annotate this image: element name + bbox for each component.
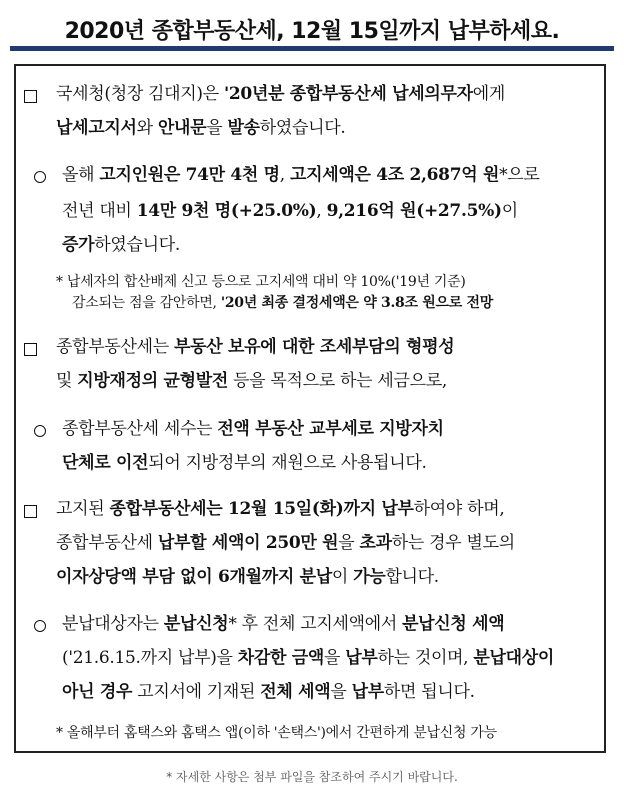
text-span: 을	[323, 648, 346, 668]
section3-sub-line1	[62, 614, 504, 634]
text-span: ,	[279, 165, 290, 185]
section3-note: * 올해부터 홈택스와 홈택스 앱(이하 '손택스')에서 간편하게 분납신청 가능	[56, 725, 497, 741]
section3-sub-line2	[62, 648, 554, 668]
text-span: 감소되는 점을 감안하면,	[72, 295, 221, 311]
text-span-bold: 분납대상이	[473, 648, 555, 668]
text-span: 하면 됩니다.	[383, 682, 475, 702]
section1-sub-line1	[62, 165, 540, 185]
text-span-bold: 차감한 금액	[237, 648, 324, 668]
text-span-bold: 14만 9천 명(+25.0%)	[136, 201, 317, 221]
text-span: 을	[330, 682, 352, 702]
text-span-bold: '20년분 종합부동산세 납세의무자	[223, 84, 473, 104]
text-span-bold: 부동산 보유에 대한 조세부담의 형평성	[173, 337, 455, 357]
text-span: 올해	[62, 165, 100, 185]
square-bullet-icon	[24, 343, 37, 356]
text-span-bold: 증가	[62, 235, 95, 255]
text-span: ('21.6.15.까지 납부)을	[62, 648, 238, 668]
text-span: 분납대상자는	[62, 614, 164, 634]
text-span: 종합부동산세 세수는	[62, 419, 218, 439]
square-bullet-icon	[24, 505, 37, 518]
text-span-bold: 전액 부동산 교부세로 지방자치	[217, 419, 444, 439]
text-span: 하는 경우 별도의	[391, 533, 515, 553]
section3-line1	[56, 499, 504, 519]
circle-bullet-icon	[34, 171, 46, 183]
text-span: * 후 전체 고지세액에서	[228, 614, 403, 634]
text-span-bold: 초과	[359, 533, 392, 553]
circle-bullet-icon	[34, 620, 46, 632]
section1-line2	[56, 118, 345, 138]
text-span: 국세청(청장 김대지)은	[56, 84, 224, 104]
section2-sub-line2	[62, 453, 427, 473]
text-span: 을	[206, 118, 228, 138]
section3-line3	[56, 567, 439, 587]
text-span: 와	[136, 118, 158, 138]
title-underline	[10, 46, 614, 51]
text-span: 되어 지방정부의 재원으로 사용됩니다.	[148, 453, 427, 473]
section2-line2	[56, 371, 447, 391]
text-span: 이	[331, 567, 354, 587]
text-span-bold: 가능	[353, 567, 386, 587]
text-span-bold: 종합부동산세는 12월 15일(화)까지 납부	[109, 499, 414, 519]
text-span-bold: 안내문	[157, 118, 207, 138]
text-span: ,	[316, 201, 327, 221]
section1-note-line2	[72, 294, 493, 312]
text-span: 하는 것이며,	[377, 648, 474, 668]
square-bullet-icon	[24, 90, 37, 103]
text-span-bold: 납부	[351, 682, 384, 702]
text-span: 등을 목적으로 하는 세금으로,	[227, 371, 447, 391]
text-span: 고지된	[56, 499, 110, 519]
text-span-bold: 납부할 세액이 250만 원	[157, 533, 339, 553]
text-span: 전년 대비	[62, 201, 137, 221]
text-span-bold: '20년 최종 결정세액은 약 3.8조 원으로 전망	[220, 295, 493, 311]
circle-bullet-icon	[34, 425, 46, 437]
text-span: 합니다.	[385, 567, 439, 587]
text-span: 고지서에 기재된	[132, 682, 261, 702]
section2-line1	[56, 337, 454, 357]
text-span-bold: 납부	[345, 648, 378, 668]
text-span: *으로	[499, 165, 540, 185]
text-span-bold: 발송	[227, 118, 260, 138]
text-span: 에게	[472, 84, 506, 104]
text-span-bold: 분납신청 세액	[402, 614, 505, 634]
text-span: 이	[501, 201, 518, 221]
text-span-bold: 전체 세액	[260, 682, 331, 702]
section1-sub-line2	[62, 201, 518, 221]
text-span: 하였습니다.	[259, 118, 346, 138]
text-span: 및	[56, 371, 78, 391]
section2-sub-line1	[62, 419, 444, 439]
text-span-bold: 지방재정의 균형발전	[77, 371, 228, 391]
text-span: 종합부동산세	[56, 533, 158, 553]
header	[10, 8, 614, 48]
text-span-bold: 납세고지서	[56, 118, 137, 138]
section1-note-line1: * 납세자의 합산배제 신고 등으로 고지세액 대비 약 10%('19년 기준)	[56, 274, 466, 290]
section3-sub-line3	[62, 682, 475, 702]
section1-line1	[56, 84, 505, 104]
text-span-bold: 9,216억 원(+27.5%)	[326, 201, 502, 221]
text-span: 하였습니다.	[94, 235, 180, 255]
text-span-bold: 단체로 이전	[62, 453, 149, 473]
footer-note: * 자세한 사항은 첨부 파일을 참조하여 주시기 바랍니다.	[166, 770, 458, 784]
text-span-bold: 고지인원은 74만 4천 명	[99, 165, 280, 185]
text-span: 을	[338, 533, 360, 553]
text-span: 종합부동산세는	[56, 337, 174, 357]
text-span-bold: 이자상당액 부담 없이 6개월까지 분납	[56, 567, 332, 587]
text-span: 하여야 하며,	[413, 499, 505, 519]
section3-line2	[56, 533, 515, 553]
text-span-bold: 고지세액은 4조 2,687억 원	[290, 165, 500, 185]
page-title: 2020년 종합부동산세, 12월 15일까지 납부하세요.	[64, 19, 560, 44]
text-span-bold: 아닌 경우	[62, 682, 133, 702]
text-span-bold: 분납신청	[163, 614, 229, 634]
section1-sub-line3	[62, 235, 180, 255]
